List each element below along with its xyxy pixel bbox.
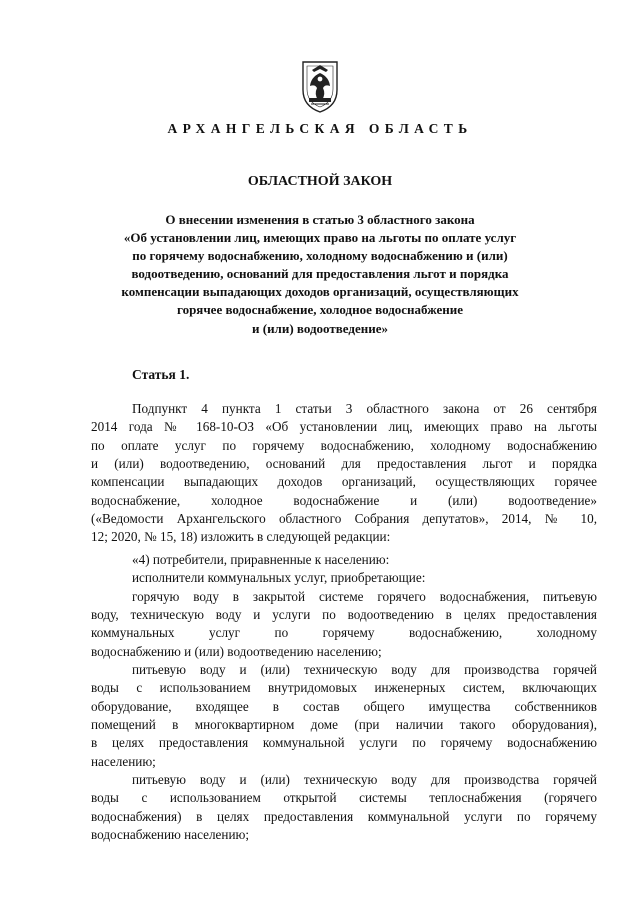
text-line: компенсации выпадающих доходов организаций, осуществляющих горячее [91,474,597,490]
coat-of-arms-icon [297,58,343,114]
law-title [70,211,570,338]
text-line: оборудование, входящее в состав общего имущества собственников [91,698,597,714]
document-type: ОБЛАСТНОЙ ЗАКОН [247,174,393,189]
article-intro-paragraph [91,400,597,547]
text-line: воды с использованием открытой системы теплоснабжения (горячего [91,790,597,806]
text-line: по оплате услуг по горячему водоснабжению, холодному водоснабжению [91,437,597,453]
text-line: («Ведомости Архангельского областного Собрания депутатов», 2014, № 10, [91,511,597,527]
text-line: водоснабжения) в целях предоставления коммунальной услуги по горячему [91,808,597,824]
text-line: и (или) водоотведению, оснований для предоставления льгот и порядка [91,456,597,472]
text-line: 12; 2020, № 15, 18) изложить в следующей редакции: [91,529,391,545]
text-line: помещений в многоквартирном доме (при наличии такого оборудования), [91,717,597,733]
law-title-line: водоотведению, оснований для предоставления льгот и порядка [131,266,509,282]
text-line: населению; [91,753,156,769]
law-title-line: компенсации выпадающих доходов организаций, осуществляющих [121,284,519,300]
region-name: АРХАНГЕЛЬСКАЯ ОБЛАСТЬ [167,121,473,136]
law-title-line: по горячему водоснабжению, холодному водоснабжению и (или) [132,248,508,264]
text-line: водоснабжению населению; [91,827,250,843]
text-line: коммунальных услуг по горячему водоснабжению, холодному [91,625,597,641]
text-line: исполнители коммунальных услуг, приобретающие: [132,570,426,586]
text-line: в целях предоставления коммунальной услуги по горячему водоснабжению [91,735,597,751]
law-title-line: «Об установлении лиц, имеющих право на льготы по оплате услуг [123,230,517,246]
law-title-line: и (или) водоотведение» [252,320,388,336]
text-line: водоснабжение, холодное водоснабжение и (или) водоотведение» [91,492,597,508]
text-line: водоснабжению и (или) водоотведению населению; [91,643,382,659]
text-line: Подпункт 4 пункта 1 статьи 3 областного закона от 26 сентября [132,401,597,416]
text-line: воду, техническую воду и услуги по водоотведению в целях предоставления [91,607,597,623]
law-title-line: горячее водоснабжение, холодное водоснабжение [177,302,463,318]
article-heading: Статья 1. [132,367,190,382]
text-line: 2014 года № 168-10-ОЗ «Об установлении лиц, имеющих право на льготы [91,419,597,435]
text-line: питьевую воду и (или) техническую воду для производства горячей [132,772,597,788]
quoted-amendment [91,551,597,845]
law-title-line: О внесении изменения в статью 3 областного закона [165,212,475,227]
text-line: горячую воду в закрытой системе горячего водоснабжения, питьевую [132,588,597,604]
text-line: питьевую воду и (или) техническую воду для производства горячей [132,662,597,678]
text-line: «4) потребители, приравненные к населению: [132,552,390,567]
text-line: воды с использованием внутридомовых инженерных систем, включающих [91,680,597,696]
